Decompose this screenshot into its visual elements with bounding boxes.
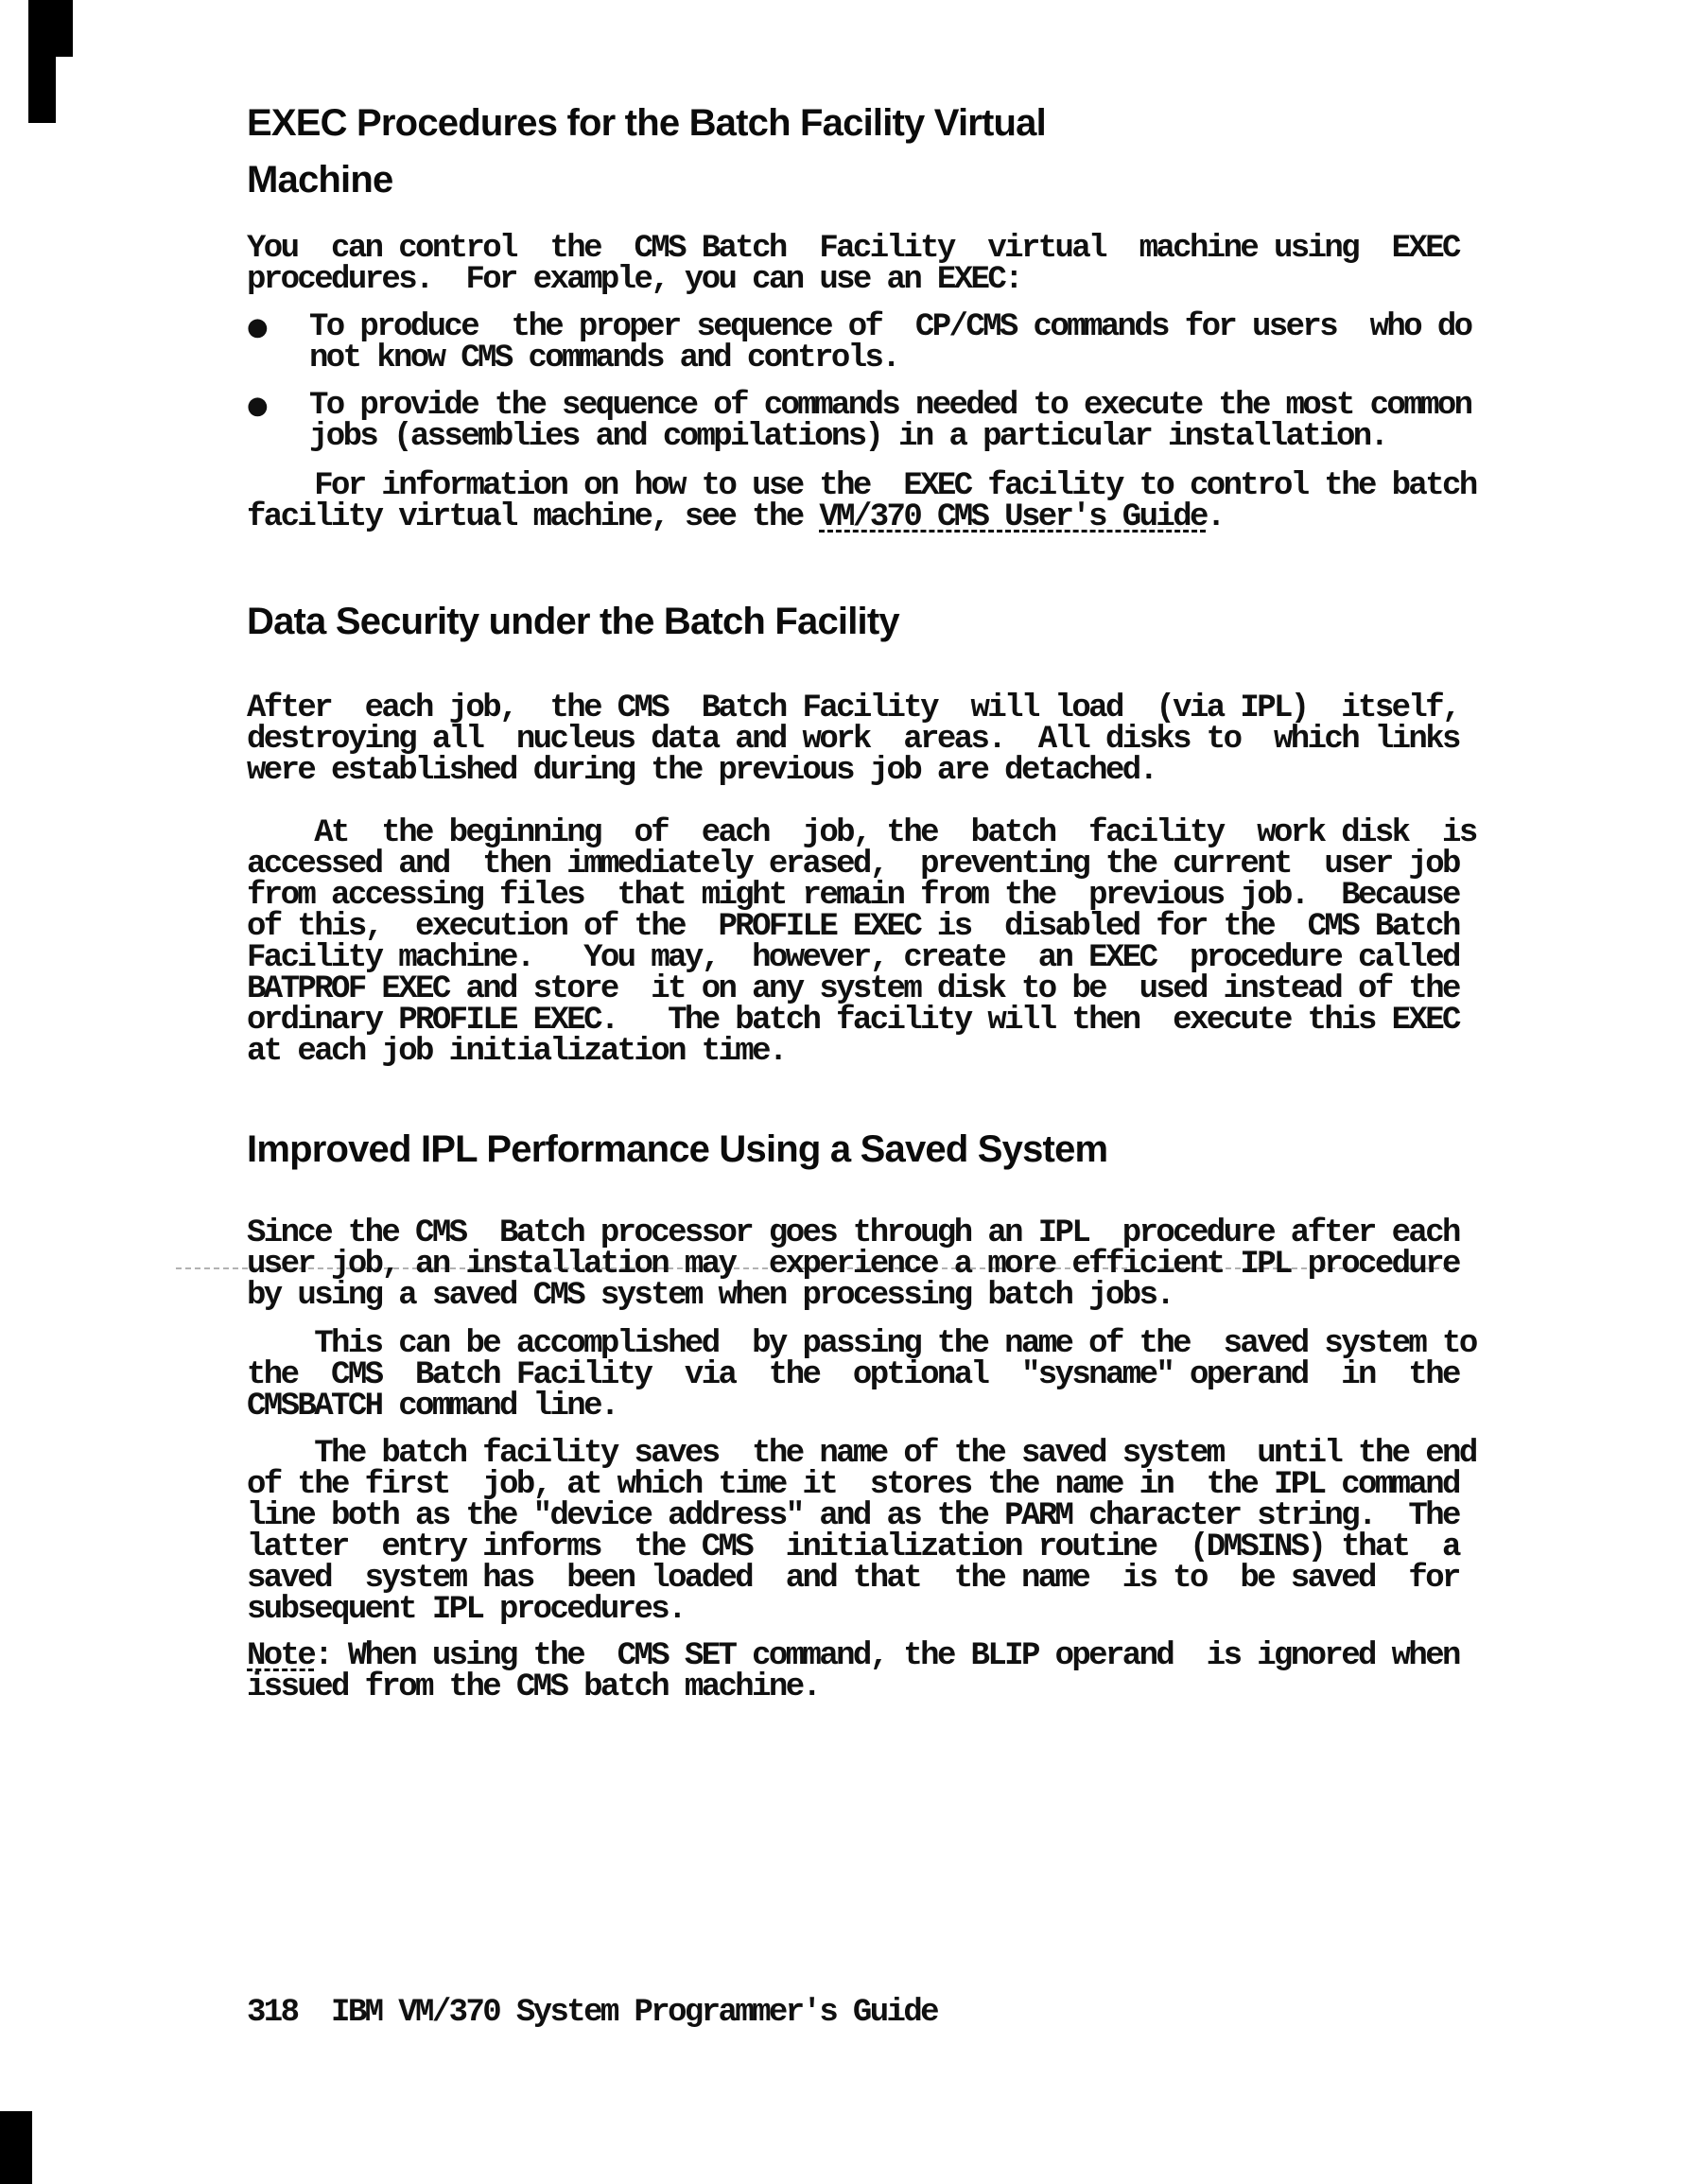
text-line: Since the CMS Batch processor goes through an IPL procedure after each bbox=[247, 1215, 1459, 1251]
text-line: accessed and then immediately erased, preventing the current user job bbox=[247, 847, 1459, 882]
text-line: were established during the previous job are detached. bbox=[247, 753, 1157, 789]
text-segment: . bbox=[1206, 499, 1224, 535]
heading-line: Improved IPL Performance Using a Saved System bbox=[247, 1128, 1108, 1170]
section-heading-exec-procedures bbox=[247, 95, 1476, 208]
text-line: from accessing files that might remain from the previous job. Because bbox=[247, 878, 1459, 914]
text-line: To provide the sequence of commands needed to execute the most common bbox=[309, 388, 1471, 424]
text-line: saved system has been loaded and that the name is to be saved for bbox=[247, 1561, 1459, 1597]
underlined-text: VM/370 CMS User's Guide bbox=[819, 499, 1207, 535]
text-line: latter entry informs the CMS initialization routine (DMSINS) that a bbox=[247, 1529, 1459, 1565]
paragraph-exec-reference bbox=[247, 468, 1476, 535]
bullet-provide-sequence bbox=[247, 388, 1476, 455]
text-line: by using a saved CMS system when processing batch jobs. bbox=[247, 1278, 1174, 1314]
text-line: of the first job, at which time it stores the name in the IPL command bbox=[247, 1467, 1459, 1503]
bullet-produce-sequence bbox=[247, 309, 1476, 376]
underlined-text: Note bbox=[247, 1638, 315, 1674]
scan-artifact-top-left-2 bbox=[28, 57, 56, 123]
text-line: To produce the proper sequence of CP/CMS commands for users who do bbox=[309, 309, 1471, 345]
paragraph-data-security-2 bbox=[247, 815, 1476, 1070]
scan-artifact-bottom-left bbox=[0, 2111, 32, 2184]
heading-line: Machine bbox=[247, 159, 393, 201]
paragraph-note-blip bbox=[247, 1638, 1476, 1705]
text-line: At the beginning of each job, the batch facility work disk is bbox=[247, 815, 1476, 851]
text-line bbox=[247, 499, 1476, 535]
bullet-text bbox=[309, 309, 1471, 376]
bullet-icon: ● bbox=[247, 392, 269, 420]
text-line: The batch facility saves the name of the saved system until the end bbox=[247, 1436, 1476, 1472]
text-line: subsequent IPL procedures. bbox=[247, 1592, 685, 1628]
text-line: BATPROF EXEC and store it on any system disk to be used instead of the bbox=[247, 971, 1459, 1007]
text-line: of this, execution of the PROFILE EXEC is disabled for the CMS Batch bbox=[247, 909, 1459, 945]
text-line: jobs (assemblies and compilations) in a particular installation. bbox=[309, 419, 1387, 455]
document-content bbox=[247, 95, 1476, 1704]
bullet-icon: ● bbox=[247, 313, 269, 341]
text-line: Facility machine. You may, however, create an EXEC procedure called bbox=[247, 940, 1459, 976]
text-line: You can control the CMS Batch Facility virtual machine using EXEC bbox=[247, 231, 1459, 267]
text-line: not know CMS commands and controls. bbox=[309, 341, 899, 376]
text-line: After each job, the CMS Batch Facility will load (via IPL) itself, bbox=[247, 690, 1459, 726]
text-segment: facility virtual machine, see the bbox=[247, 499, 820, 535]
paragraph-ipl-3 bbox=[247, 1436, 1476, 1628]
text-line: issued from the CMS batch machine. bbox=[247, 1669, 820, 1705]
text-line: line both as the "device address" and as the PARM character string. The bbox=[247, 1498, 1459, 1534]
page-footer: 318 IBM VM/370 System Programmer's Guide bbox=[247, 1995, 937, 2031]
paragraph-ipl-2 bbox=[247, 1326, 1476, 1424]
text-line: This can be accomplished by passing the name of the saved system to bbox=[247, 1326, 1476, 1362]
text-line: user job, an installation may experience a more efficient IPL procedure bbox=[247, 1247, 1459, 1283]
paragraph-ipl-1 bbox=[247, 1215, 1476, 1314]
heading-line: Data Security under the Batch Facility bbox=[247, 601, 899, 642]
text-segment: : When using the CMS SET command, the BLIP operand is ignored when bbox=[314, 1638, 1459, 1674]
text-line: destroying all nucleus data and work areas. All disks to which links bbox=[247, 722, 1459, 758]
text-line: CMSBATCH command line. bbox=[247, 1389, 617, 1424]
text-line: ordinary PROFILE EXEC. The batch facility will then execute this EXEC bbox=[247, 1003, 1459, 1039]
text-line: For information on how to use the EXEC facility to control the batch bbox=[247, 468, 1476, 504]
text-line bbox=[247, 1638, 1476, 1674]
scan-artifact-top-left-1 bbox=[28, 0, 73, 57]
text-line: at each job initialization time. bbox=[247, 1034, 786, 1070]
section-heading-improved-ipl bbox=[247, 1121, 1476, 1178]
section-heading-data-security bbox=[247, 593, 1476, 650]
heading-line: EXEC Procedures for the Batch Facility Virtual bbox=[247, 102, 1046, 144]
bullet-text bbox=[309, 388, 1471, 455]
paragraph-exec-intro bbox=[247, 231, 1476, 298]
text-line: procedures. For example, you can use an EXEC: bbox=[247, 262, 1021, 298]
paragraph-data-security-1 bbox=[247, 690, 1476, 789]
text-line: the CMS Batch Facility via the optional "sysname" operand in the bbox=[247, 1357, 1459, 1393]
